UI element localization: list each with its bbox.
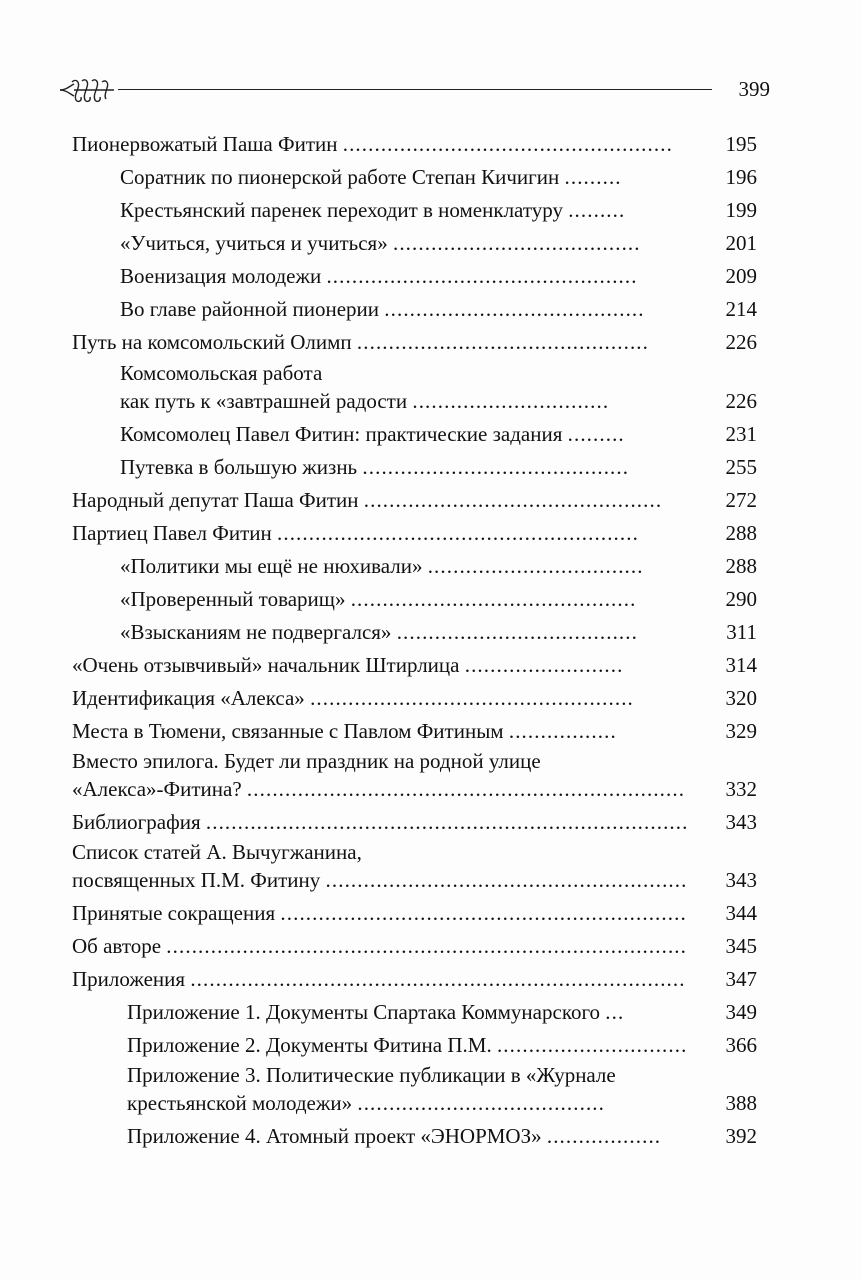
toc-entry xyxy=(127,1123,661,1149)
toc-entry-line: Приложение 3. Политические публикации в «Журнале xyxy=(127,1063,616,1087)
leader-dots: .............................................................................. xyxy=(190,967,686,991)
toc-entry-page: 314 xyxy=(725,653,757,677)
toc-entry xyxy=(72,867,687,893)
toc-entry xyxy=(72,776,685,802)
toc-entry xyxy=(72,487,662,513)
toc-entry xyxy=(72,652,623,678)
toc-entry-page: 214 xyxy=(725,297,757,321)
toc-entry xyxy=(72,933,687,959)
leader-dots: .................................................................................. xyxy=(166,934,687,958)
header-rule xyxy=(118,89,712,90)
toc-entry-page: 209 xyxy=(725,264,757,288)
toc-entry-page: 349 xyxy=(725,1000,757,1024)
leader-dots: ....................................... xyxy=(392,231,641,255)
toc-entry xyxy=(72,520,639,546)
toc-entry-page: 290 xyxy=(725,587,757,611)
toc-entry xyxy=(72,809,688,835)
toc-entry-page: 288 xyxy=(725,521,757,545)
toc-entry xyxy=(120,454,629,480)
leader-dots: ......................... xyxy=(464,653,624,677)
leader-dots: .................................................... xyxy=(342,132,673,156)
leader-dots: ......... xyxy=(568,198,626,222)
toc-entry-page: 366 xyxy=(725,1033,757,1057)
toc-entry-title: «Учиться, учиться и учиться» xyxy=(120,231,388,255)
toc-entry xyxy=(120,553,644,579)
toc-entry-page: 344 xyxy=(725,901,757,925)
page-number: 399 xyxy=(738,77,770,101)
leader-dots: ...................................... xyxy=(396,620,638,644)
toc-entry-title: как путь к «завтрашней радости xyxy=(120,389,408,413)
toc-entry-page: 343 xyxy=(725,810,757,834)
toc-entry xyxy=(72,900,687,926)
toc-entry xyxy=(127,999,624,1025)
toc-entry xyxy=(120,230,641,256)
leader-dots: .................................. xyxy=(427,554,644,578)
toc-entry-title: «Проверенный товарищ» xyxy=(120,587,346,611)
toc-entry-title: Места в Тюмени, связанные с Павлом Фитиным xyxy=(72,719,504,743)
toc-entry-page: 199 xyxy=(725,198,757,222)
leader-dots: ............................................. xyxy=(350,587,637,611)
toc-entry xyxy=(120,263,638,289)
leader-dots: ......................................................... xyxy=(277,521,639,545)
leader-dots: .............................................. xyxy=(356,330,650,354)
toc-entry-page: 345 xyxy=(725,934,757,958)
toc-entry-title: Об авторе xyxy=(72,934,162,958)
leader-dots: ............................................... xyxy=(363,488,663,512)
toc-entry-title: Крестьянский паренек переходит в номенклатуру xyxy=(120,198,563,222)
leader-dots: ... xyxy=(605,1000,625,1024)
toc-entry-title: «Политики мы ещё не нюхивали» xyxy=(120,554,423,578)
toc-entry-title: «Алекса»-Фитина? xyxy=(72,777,242,801)
toc-entry xyxy=(72,685,634,711)
toc-entry-title: Комсомолец Павел Фитин: практические задания xyxy=(120,422,563,446)
toc-entry-title: крестьянской молодежи» xyxy=(127,1091,353,1115)
toc-entry-page: 272 xyxy=(725,488,757,512)
toc-entry-title: посвященных П.М. Фитину xyxy=(72,868,321,892)
toc-entry-page: 329 xyxy=(725,719,757,743)
toc-entry xyxy=(120,388,609,414)
toc-entry-page: 332 xyxy=(725,777,757,801)
leader-dots: ................................................................ xyxy=(280,901,687,925)
toc-entry-title: Во главе районной пионерии xyxy=(120,297,380,321)
toc-entry-page: 288 xyxy=(725,554,757,578)
toc-entry-line: Вместо эпилога. Будет ли праздник на родной улице xyxy=(72,749,541,773)
leader-dots: ................. xyxy=(508,719,617,743)
toc-entry-page: 343 xyxy=(725,868,757,892)
toc-entry-title: «Взысканиям не подвергался» xyxy=(120,620,392,644)
toc-entry-title: Идентификация «Алекса» xyxy=(72,686,305,710)
toc-entry-page: 195 xyxy=(725,132,757,156)
leader-dots: ......... xyxy=(567,422,625,446)
toc-entry-page: 388 xyxy=(725,1091,757,1115)
toc-entry xyxy=(120,296,645,322)
toc-entry-title: Партиец Павел Фитин xyxy=(72,521,272,545)
toc-entry xyxy=(120,619,638,645)
toc-entry-page: 255 xyxy=(725,455,757,479)
toc-entry xyxy=(120,421,625,447)
leader-dots: ......................................................... xyxy=(325,868,688,892)
toc-entry-title: Приложение 1. Документы Спартака Коммунарского xyxy=(127,1000,601,1024)
toc-entry xyxy=(120,197,625,223)
toc-entry-title: Путевка в большую жизнь xyxy=(120,455,358,479)
leader-dots: ............................... xyxy=(412,389,610,413)
toc-entry xyxy=(72,131,673,157)
toc-entry-title: Приложения xyxy=(72,967,186,991)
leader-dots: ......................................... xyxy=(384,297,645,321)
toc-entry-page: 196 xyxy=(725,165,757,189)
leader-dots: ................................................. xyxy=(326,264,638,288)
leader-dots: ..................................................................... xyxy=(246,777,686,801)
leader-dots: .................. xyxy=(546,1124,662,1148)
leader-dots: .......................................... xyxy=(362,455,630,479)
leader-dots: .............................. xyxy=(496,1033,688,1057)
leader-dots: ....................................... xyxy=(357,1091,606,1115)
ornament-icon xyxy=(58,76,114,104)
toc-entry xyxy=(72,329,649,355)
toc-entry-title: Библиография xyxy=(72,810,201,834)
toc-entry-line: Список статей А. Вычугжанина, xyxy=(72,840,362,864)
toc-entry-title: Военизация молодежи xyxy=(120,264,322,288)
toc-entry-title: Пионервожатый Паша Фитин xyxy=(72,132,338,156)
toc-entry-page: 392 xyxy=(725,1124,757,1148)
toc-entry xyxy=(72,718,617,744)
toc-entry-title: Путь на комсомольский Олимп xyxy=(72,330,352,354)
toc-entry-title: Соратник по пионерской работе Степан Кичигин xyxy=(120,165,560,189)
toc-entry xyxy=(127,1090,605,1116)
toc-entry xyxy=(120,586,636,612)
toc-entry-page: 347 xyxy=(725,967,757,991)
toc-entry-page: 311 xyxy=(726,620,757,644)
toc-entry-page: 201 xyxy=(725,231,757,255)
toc-entry xyxy=(72,966,686,992)
toc-entry-page: 226 xyxy=(725,330,757,354)
toc-entry xyxy=(120,164,622,190)
toc-entry-page: 320 xyxy=(725,686,757,710)
leader-dots: ............................................................................ xyxy=(205,810,689,834)
toc-entry-title: Принятые сокращения xyxy=(72,901,276,925)
leader-dots: ................................................... xyxy=(310,686,634,710)
toc-entry-title: Приложение 4. Атомный проект «ЭНОРМОЗ» xyxy=(127,1124,542,1148)
toc-entry-title: «Очень отзывчивый» начальник Штирлица xyxy=(72,653,460,677)
toc-entry-title: Приложение 2. Документы Фитина П.М. xyxy=(127,1033,492,1057)
toc-entry-page: 226 xyxy=(725,389,757,413)
running-header xyxy=(58,76,770,104)
toc-entry xyxy=(127,1032,687,1058)
toc-entry-page: 231 xyxy=(725,422,757,446)
leader-dots: ......... xyxy=(564,165,622,189)
toc-entry-line: Комсомольская работа xyxy=(120,361,323,385)
toc-entry-title: Народный депутат Паша Фитин xyxy=(72,488,359,512)
